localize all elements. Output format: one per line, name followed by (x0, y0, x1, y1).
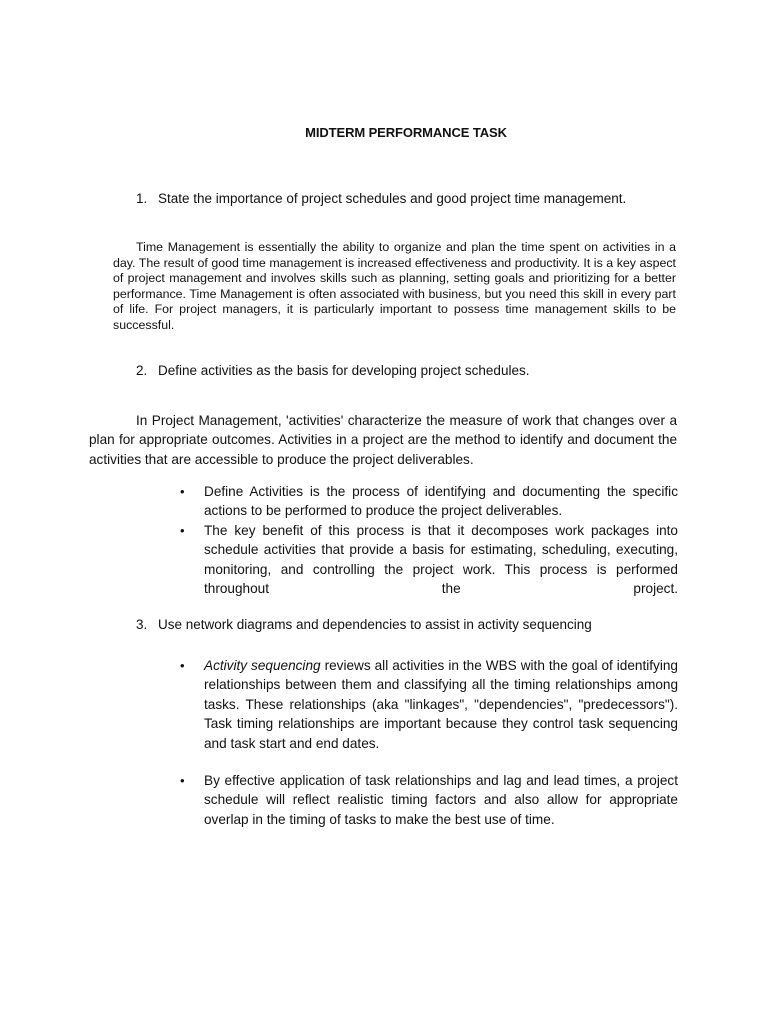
bullet-text: The key benefit of this process is that it decomposes work packages into schedule activities that provide a basis for estimating, scheduling, executing, monitoring, and controlling the project work. This process is performed throughout the project. (204, 522, 678, 597)
question-3-text: Use network diagrams and dependencies to assist in activity sequencing (158, 617, 592, 632)
list-item (180, 771, 678, 829)
question-1-answer: Time Management is essentially the ability to organize and plan the time spent on activities in a day. The result of good time management is increased effectiveness and productivity. It is a key aspect of project management and involves skills such as planning, setting goals and prioritizing for a better performance. Time Management is often associated with business, but you need this skill in every part of life. For project managers, it is particularly important to possess time management skills to be successful. (113, 240, 676, 332)
bullet-text: By effective application of task relationships and lag and lead times, a project schedule will reflect realistic timing factors and also allow for appropriate overlap in the timing of tasks to make the best use of time. (204, 773, 678, 827)
bullet-icon: • (180, 658, 185, 673)
bullet-icon: • (180, 484, 185, 499)
question-1-number: 1. (136, 191, 148, 206)
question-2-number: 2. (136, 363, 148, 378)
bullet-icon: • (180, 522, 185, 538)
list-item (180, 482, 678, 521)
question-2 (136, 363, 529, 378)
question-2-bullet-list (180, 482, 678, 598)
question-3-number: 3. (136, 617, 148, 632)
question-1-text: State the importance of project schedules and good project time management. (158, 191, 627, 206)
question-2-answer: In Project Management, 'activities' characterize the measure of work that changes over a plan for appropriate outcomes. Activities in a project are the method to identify and document the activities that are accessible to produce the project deliverables. (89, 413, 677, 467)
question-1 (136, 191, 626, 206)
document-title: MIDTERM PERFORMANCE TASK (305, 125, 507, 140)
bullet-text: reviews all activities in the WBS with the goal of identifying relationships between them and classifying all the timing relationships among tasks. These relationships (aka "linkages", "dependencies", "predecessors"). Task timing relationships are important because they control task sequencing and task start and end dates. (204, 658, 678, 751)
list-item (180, 656, 678, 753)
bullet-emphasis: Activity sequencing (204, 658, 321, 673)
question-2-text: Define activities as the basis for developing project schedules. (158, 363, 530, 378)
bullet-text: Define Activities is the process of identifying and documenting the specific actions to be performed to produce the project deliverables. (204, 484, 678, 519)
list-item (180, 521, 678, 599)
bullet-icon: • (180, 773, 185, 789)
question-3 (136, 617, 592, 632)
question-3-bullet-list (180, 656, 678, 829)
